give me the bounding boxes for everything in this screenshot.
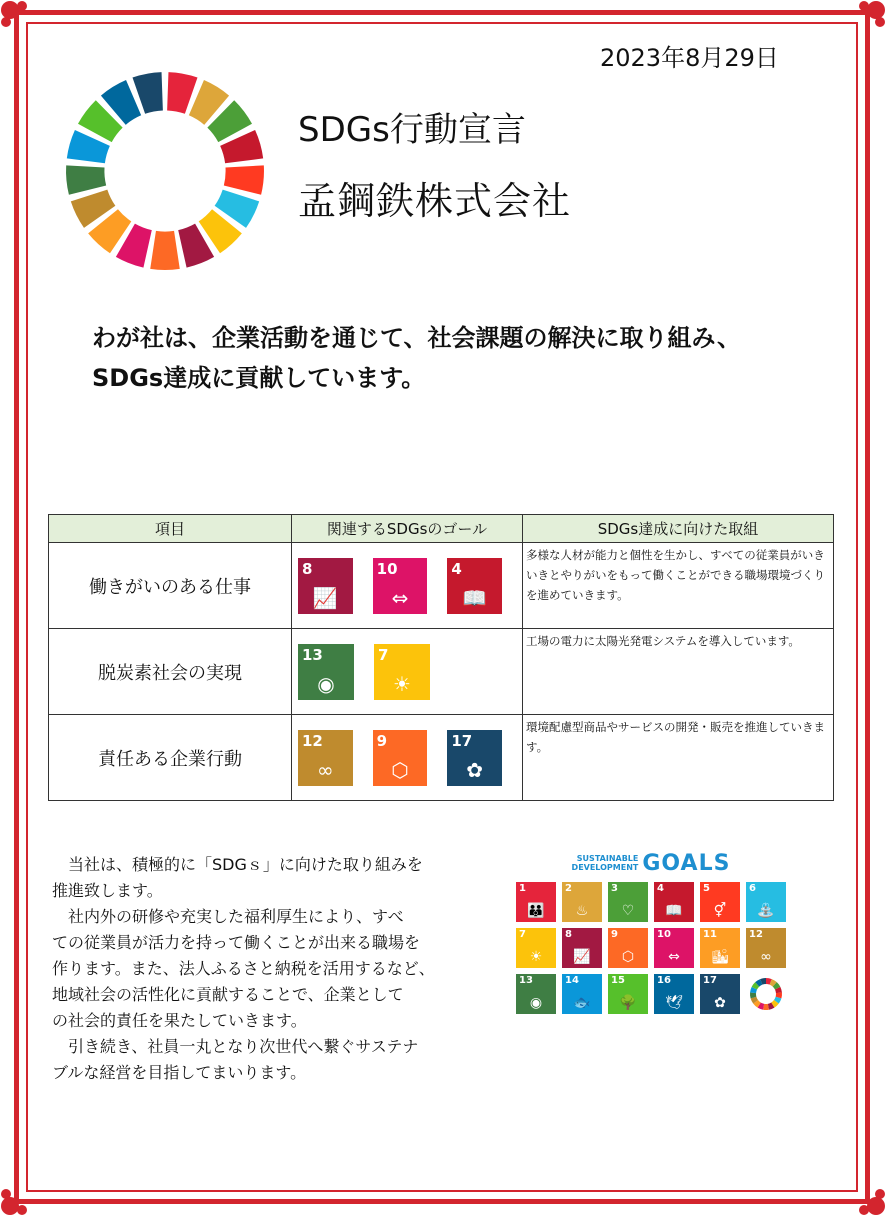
paragraph-line: の社会的責任を果たしていきます。: [52, 1011, 307, 1030]
tile-number: 17: [703, 975, 717, 986]
goals-heading-line: DEVELOPMENT: [571, 863, 639, 872]
paragraph-line: 社内外の研修や充実した福利厚生により、すべ: [52, 907, 404, 926]
sdg-goal-tile: [516, 928, 556, 968]
infinity-icon: ∞: [317, 757, 334, 782]
row-item-label: 脱炭素社会の実現: [49, 629, 292, 715]
tile-number: 12: [749, 929, 763, 940]
tile-icon: ☀: [529, 949, 543, 965]
paragraph-line: ブルな経営を目指してまいります。: [52, 1063, 307, 1082]
table-header-row: [49, 515, 834, 543]
sdg-goal-tile: [562, 882, 602, 922]
wheel-segment: [66, 165, 106, 194]
tile-number: 15: [611, 975, 625, 986]
goal-number: 12: [302, 731, 323, 750]
goal-number: 10: [376, 559, 398, 578]
goal-number: 7: [378, 645, 389, 664]
wheel-segment: [150, 231, 180, 270]
goal-number: 9: [376, 731, 388, 750]
tile-icon: ♡: [621, 903, 635, 919]
tile-number: 10: [657, 929, 671, 940]
tile-number: 4: [657, 883, 664, 894]
equality-arrows-icon: ⇔: [391, 585, 409, 610]
book-icon: 📖: [462, 585, 488, 610]
intro-statement: [92, 318, 812, 398]
tile-number: 1: [519, 883, 526, 894]
sdg-goal-9-icon: [373, 730, 428, 786]
goal-number: 4: [451, 559, 462, 578]
tile-icon: 📈: [573, 949, 591, 965]
tile-icon: ⇔: [668, 949, 680, 965]
tile-icon: ⚥: [713, 903, 727, 919]
corner-ornament-top-right: [846, 0, 886, 40]
row-goal-icons: [292, 629, 523, 715]
sdg-wheel-tile-icon: [746, 974, 786, 1014]
goals-heading-line: SUSTAINABLE: [576, 854, 639, 863]
sdg-goal-tile: [654, 882, 694, 922]
tile-number: 9: [611, 929, 618, 940]
intro-line: わが社は、企業活動を通じて、社会課題の解決に取り組み、: [92, 324, 741, 352]
goals-heading-small: [572, 854, 639, 872]
tile-number: 6: [749, 883, 756, 894]
declaration-date: 2023年8月29日: [600, 44, 779, 72]
sustainable-development-goals-logo: [516, 848, 786, 1014]
tile-number: 5: [703, 883, 710, 894]
sdg-goal-tile: [562, 974, 602, 1014]
tile-icon: ✿: [714, 995, 726, 1011]
header-initiatives: SDGs達成に向けた取組: [523, 515, 834, 543]
corner-ornament-top-left: [0, 0, 40, 40]
paragraph-line: 推進致します。: [52, 881, 163, 900]
sdg-initiatives-table: [48, 514, 834, 801]
company-name: 孟鋼鉄株式会社: [298, 179, 572, 223]
corner-ornament-bottom-right: [846, 1176, 886, 1216]
paragraph-line: ての従業員が活力を持って働くことが出来る職場を: [52, 933, 421, 952]
sdg-goal-tile: [608, 882, 648, 922]
tile-icon: ∞: [760, 949, 772, 965]
sdg-goal-tile: [562, 928, 602, 968]
sdg-goal-tile: [516, 974, 556, 1014]
sdg-goal-tile: [700, 882, 740, 922]
tile-number: 16: [657, 975, 671, 986]
sdg-goal-10-icon: [373, 558, 428, 614]
row-item-label: 働きがいのある仕事: [49, 543, 292, 629]
row-description: 環境配慮型商品やサービスの開発・販売を推進していきます。: [523, 715, 834, 801]
paragraph-line: 地域社会の活性化に貢献することで、企業として: [52, 985, 404, 1004]
declaration-title: SDGs行動宣言: [298, 110, 526, 150]
paragraph-line: 作ります。また、法人ふるさと納税を活用するなど、: [52, 959, 435, 978]
tile-icon: 📖: [665, 903, 683, 919]
sdg-goal-12-icon: [298, 730, 353, 786]
corner-ornament-bottom-left: [0, 1176, 40, 1216]
sdg-goal-13-icon: [298, 644, 354, 700]
header-item: 項目: [49, 515, 292, 543]
paragraph-line: 当社は、積極的に「SDGｓ」に向けた取り組みを: [52, 855, 423, 874]
commitment-paragraph: [52, 852, 452, 1086]
tile-icon: 🐟: [573, 995, 591, 1011]
earth-eye-icon: ◉: [317, 671, 335, 696]
goals-heading: [516, 848, 786, 878]
tile-icon: ⬡: [621, 949, 635, 965]
tile-number: 3: [611, 883, 618, 894]
sdg-goal-tile: [700, 974, 740, 1014]
goal-number: 8: [302, 559, 313, 578]
tile-icon: ♨: [575, 903, 589, 919]
tile-icon: ⛲: [757, 903, 775, 919]
sdg-goal-tile: [608, 928, 648, 968]
intro-line: SDGs達成に貢献しています。: [92, 364, 426, 392]
sdg-goal-tile: [608, 974, 648, 1014]
sdg-goal-4-icon: [447, 558, 502, 614]
sdg-goal-tile: [516, 882, 556, 922]
row-description: 工場の電力に太陽光発電システムを導入しています。: [523, 629, 834, 715]
sun-icon: ☀: [393, 671, 411, 696]
sdg-goal-tile: [654, 974, 694, 1014]
goals-tile-grid: [516, 882, 786, 1014]
flower-rings-icon: ✿: [466, 757, 484, 782]
tile-number: 14: [565, 975, 579, 986]
header-goals: 関連するSDGsのゴール: [292, 515, 523, 543]
table-row: [49, 543, 834, 629]
sdg-goal-tile: [746, 928, 786, 968]
tile-number: 13: [519, 975, 533, 986]
sdg-goal-tile: [746, 882, 786, 922]
tile-icon: ◉: [529, 995, 543, 1011]
tile-number: 11: [703, 929, 717, 940]
tile-number: 2: [565, 883, 572, 894]
tile-icon: 🌳: [619, 995, 637, 1011]
goal-number: 17: [451, 731, 473, 750]
sdg-wheel-logo: [64, 70, 266, 272]
sdg-goal-tile: [654, 928, 694, 968]
row-goal-icons: [292, 715, 523, 801]
row-item-label: 責任ある企業行動: [49, 715, 292, 801]
sdg-goal-7-icon: [374, 644, 430, 700]
sdg-goal-8-icon: [298, 558, 353, 614]
table-row: [49, 715, 834, 801]
sdg-goal-tile: [700, 928, 740, 968]
tile-icon: 🏙: [711, 949, 729, 965]
chart-growth-icon: 📈: [312, 585, 338, 610]
cubes-icon: ⬡: [391, 757, 409, 782]
goals-heading-big: GOALS: [642, 850, 731, 876]
tile-number: 7: [519, 929, 526, 940]
goal-number: 13: [302, 645, 323, 664]
tile-number: 8: [565, 929, 572, 940]
row-description: 多様な人材が能力と個性を生かし、すべての従業員がいきいきとやりがいをもって働くことができる職場環境づくりを進めていきます。: [523, 543, 834, 629]
wheel-segment: [224, 165, 264, 194]
row-goal-icons: [292, 543, 523, 629]
tile-icon: 👪: [527, 903, 545, 919]
tile-icon: 🕊: [665, 995, 683, 1011]
sdg-goal-17-icon: [447, 730, 502, 786]
table-row: [49, 629, 834, 715]
paragraph-line: 引き続き、社員一丸となり次世代へ繋ぐサステナ: [52, 1037, 419, 1056]
